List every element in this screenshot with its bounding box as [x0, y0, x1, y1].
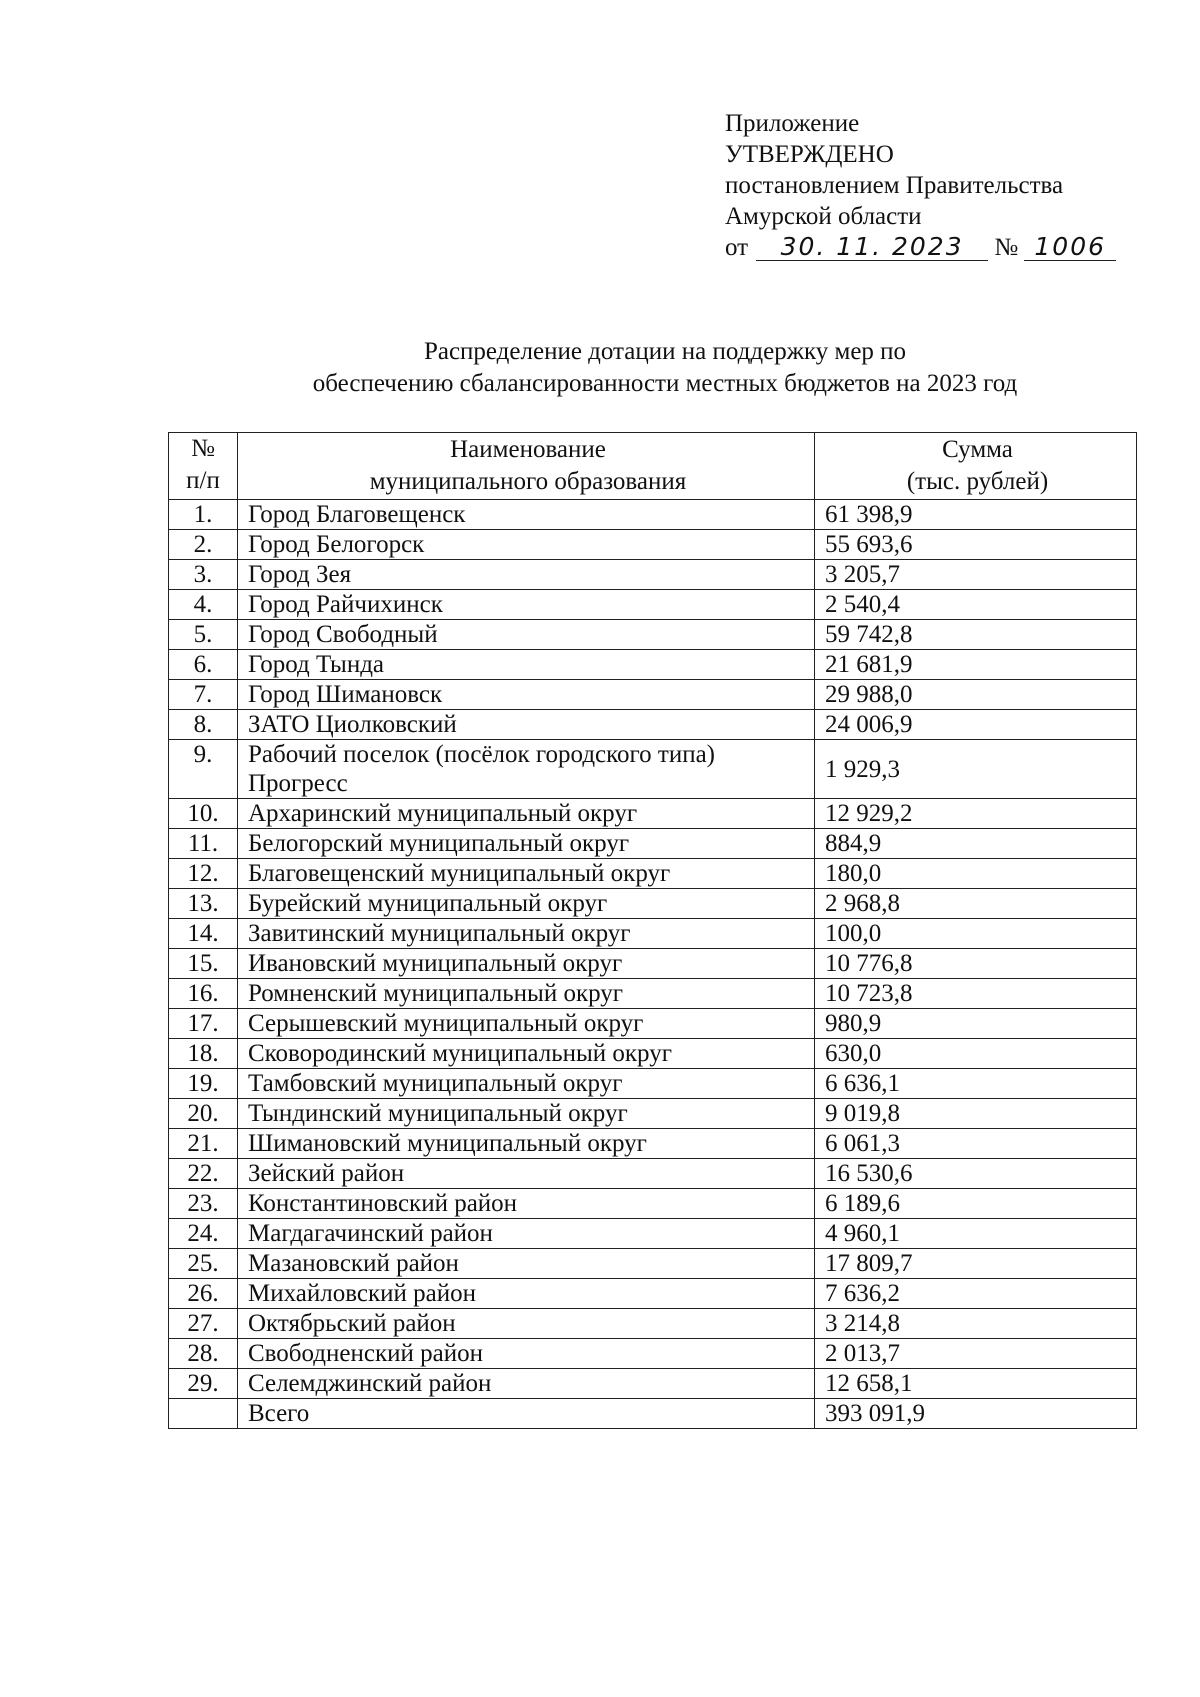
table-row	[169, 740, 1137, 799]
row-sum: 4 960,1	[815, 1219, 1137, 1249]
row-number: 5.	[169, 620, 238, 650]
approval-number: 1006	[1024, 234, 1116, 261]
row-number: 22.	[169, 1159, 238, 1189]
row-number: 21.	[169, 1129, 238, 1159]
table-row	[169, 710, 1137, 740]
approval-line-resolution: постановлением Правительства	[725, 172, 1064, 199]
row-name: Серышевский муниципальный округ	[238, 1009, 815, 1039]
table-row	[169, 530, 1137, 560]
table-row	[169, 1339, 1137, 1369]
row-sum: 630,0	[815, 1039, 1137, 1069]
approval-date: 30. 11. 2023	[756, 234, 988, 261]
table-row	[169, 949, 1137, 979]
row-number: 16.	[169, 979, 238, 1009]
row-name: Ромненский муниципальный округ	[238, 979, 815, 1009]
row-name: Селемджинский район	[238, 1369, 815, 1399]
table-row	[169, 590, 1137, 620]
table-row	[169, 979, 1137, 1009]
approval-date-number-line	[725, 232, 1116, 263]
document-title-line-1: Распределение дотации на поддержку мер по	[423, 338, 907, 365]
row-name: Город Белогорск	[238, 530, 815, 560]
table-row	[169, 1039, 1137, 1069]
row-number: 19.	[169, 1069, 238, 1099]
row-sum: 980,9	[815, 1009, 1137, 1039]
distribution-table	[168, 432, 1137, 1429]
row-number: 9.	[169, 740, 238, 799]
header-name	[238, 433, 815, 500]
table-row	[169, 1369, 1137, 1399]
row-number: 7.	[169, 680, 238, 710]
total-number	[169, 1399, 238, 1429]
approval-from-label: от	[725, 234, 749, 261]
table-row	[169, 1309, 1137, 1339]
row-name: Зейский район	[238, 1159, 815, 1189]
table-row	[169, 1129, 1137, 1159]
row-sum: 55 693,6	[815, 530, 1137, 560]
table-row	[169, 919, 1137, 949]
total-label: Всего	[238, 1399, 815, 1429]
approval-block	[725, 108, 1116, 263]
row-sum: 10 776,8	[815, 949, 1137, 979]
row-sum: 12 658,1	[815, 1369, 1137, 1399]
row-sum: 59 742,8	[815, 620, 1137, 650]
header-name-line-2: муниципального образования	[369, 468, 687, 495]
table-row	[169, 560, 1137, 590]
row-name: Архаринский муниципальный округ	[238, 799, 815, 829]
row-name: Тамбовский муниципальный округ	[238, 1069, 815, 1099]
header-sum-line-1: Сумма	[942, 436, 1013, 463]
row-sum: 1 929,3	[815, 740, 1137, 799]
row-name: Завитинский муниципальный округ	[238, 919, 815, 949]
row-name: Белогорский муниципальный округ	[238, 829, 815, 859]
row-name: Город Тында	[238, 650, 815, 680]
row-number: 13.	[169, 889, 238, 919]
header-number-line-1: №	[191, 435, 215, 462]
table-row	[169, 1069, 1137, 1099]
row-sum: 21 681,9	[815, 650, 1137, 680]
header-sum-line-2: (тыс. рублей)	[906, 468, 1049, 495]
row-name: Город Свободный	[238, 620, 815, 650]
total-sum: 393 091,9	[815, 1399, 1137, 1429]
table-row	[169, 859, 1137, 889]
row-number: 11.	[169, 829, 238, 859]
table-row	[169, 1219, 1137, 1249]
table-row	[169, 1189, 1137, 1219]
row-sum: 9 019,8	[815, 1099, 1137, 1129]
row-number: 2.	[169, 530, 238, 560]
approval-line-region: Амурской области	[725, 203, 922, 230]
row-sum: 24 006,9	[815, 710, 1137, 740]
row-number: 12.	[169, 859, 238, 889]
row-number: 29.	[169, 1369, 238, 1399]
table-row	[169, 829, 1137, 859]
row-name: Город Зея	[238, 560, 815, 590]
row-name: Свободненский район	[238, 1339, 815, 1369]
row-sum: 2 013,7	[815, 1339, 1137, 1369]
row-number: 27.	[169, 1309, 238, 1339]
row-name: Октябрьский район	[238, 1309, 815, 1339]
row-sum: 3 214,8	[815, 1309, 1137, 1339]
document-title-line-2: обеспечению сбалансированности местных бюджетов на 2023 год	[312, 370, 1018, 397]
table-row	[169, 1279, 1137, 1309]
table-total-row	[169, 1399, 1137, 1429]
header-sum	[815, 433, 1137, 500]
row-number: 8.	[169, 710, 238, 740]
table-header-row	[169, 433, 1137, 500]
row-sum: 12 929,2	[815, 799, 1137, 829]
row-sum: 61 398,9	[815, 500, 1137, 530]
row-number: 25.	[169, 1249, 238, 1279]
row-name: Благовещенский муниципальный округ	[238, 859, 815, 889]
row-name: Рабочий поселок (посёлок городского типа) Прогресс	[238, 740, 815, 799]
row-name: Тындинский муниципальный округ	[238, 1099, 815, 1129]
row-name: Михайловский район	[238, 1279, 815, 1309]
table-row	[169, 1159, 1137, 1189]
row-sum: 7 636,2	[815, 1279, 1137, 1309]
row-number: 17.	[169, 1009, 238, 1039]
header-number	[169, 433, 238, 500]
row-sum: 884,9	[815, 829, 1137, 859]
row-sum: 17 809,7	[815, 1249, 1137, 1279]
table-row	[169, 1099, 1137, 1129]
row-name: Мазановский район	[238, 1249, 815, 1279]
row-sum: 29 988,0	[815, 680, 1137, 710]
row-number: 20.	[169, 1099, 238, 1129]
row-name: Константиновский район	[238, 1189, 815, 1219]
row-name: Магдагачинский район	[238, 1219, 815, 1249]
row-sum: 3 205,7	[815, 560, 1137, 590]
row-number: 26.	[169, 1279, 238, 1309]
row-number: 15.	[169, 949, 238, 979]
row-name: Город Благовещенск	[238, 500, 815, 530]
row-number: 6.	[169, 650, 238, 680]
row-number: 23.	[169, 1189, 238, 1219]
table-row	[169, 500, 1137, 530]
row-sum: 6 636,1	[815, 1069, 1137, 1099]
row-name: ЗАТО Циолковский	[238, 710, 815, 740]
header-number-line-2: п/п	[186, 467, 220, 494]
document-title	[230, 336, 1100, 400]
row-number: 28.	[169, 1339, 238, 1369]
row-name: Шимановский муниципальный округ	[238, 1129, 815, 1159]
approval-line-appendix: Приложение	[725, 110, 860, 137]
row-sum: 2 540,4	[815, 590, 1137, 620]
row-name: Город Шимановск	[238, 680, 815, 710]
row-sum: 6 189,6	[815, 1189, 1137, 1219]
row-sum: 16 530,6	[815, 1159, 1137, 1189]
table-row	[169, 680, 1137, 710]
approval-number-label: №	[994, 234, 1019, 261]
row-number: 24.	[169, 1219, 238, 1249]
header-name-line-1: Наименование	[450, 436, 606, 463]
row-number: 14.	[169, 919, 238, 949]
row-sum: 6 061,3	[815, 1129, 1137, 1159]
table-row	[169, 650, 1137, 680]
row-name: Бурейский муниципальный округ	[238, 889, 815, 919]
row-number: 18.	[169, 1039, 238, 1069]
approval-line-approved: УТВЕРЖДЕНО	[725, 141, 894, 168]
table-row	[169, 1009, 1137, 1039]
table-row	[169, 799, 1137, 829]
table-row	[169, 1249, 1137, 1279]
row-number: 3.	[169, 560, 238, 590]
row-number: 10.	[169, 799, 238, 829]
row-sum: 10 723,8	[815, 979, 1137, 1009]
row-sum: 100,0	[815, 919, 1137, 949]
row-number: 1.	[169, 500, 238, 530]
row-name: Город Райчихинск	[238, 590, 815, 620]
row-name: Ивановский муниципальный округ	[238, 949, 815, 979]
row-name: Сковородинский муниципальный округ	[238, 1039, 815, 1069]
row-sum: 2 968,8	[815, 889, 1137, 919]
row-number: 4.	[169, 590, 238, 620]
table-row	[169, 620, 1137, 650]
table-row	[169, 889, 1137, 919]
row-sum: 180,0	[815, 859, 1137, 889]
